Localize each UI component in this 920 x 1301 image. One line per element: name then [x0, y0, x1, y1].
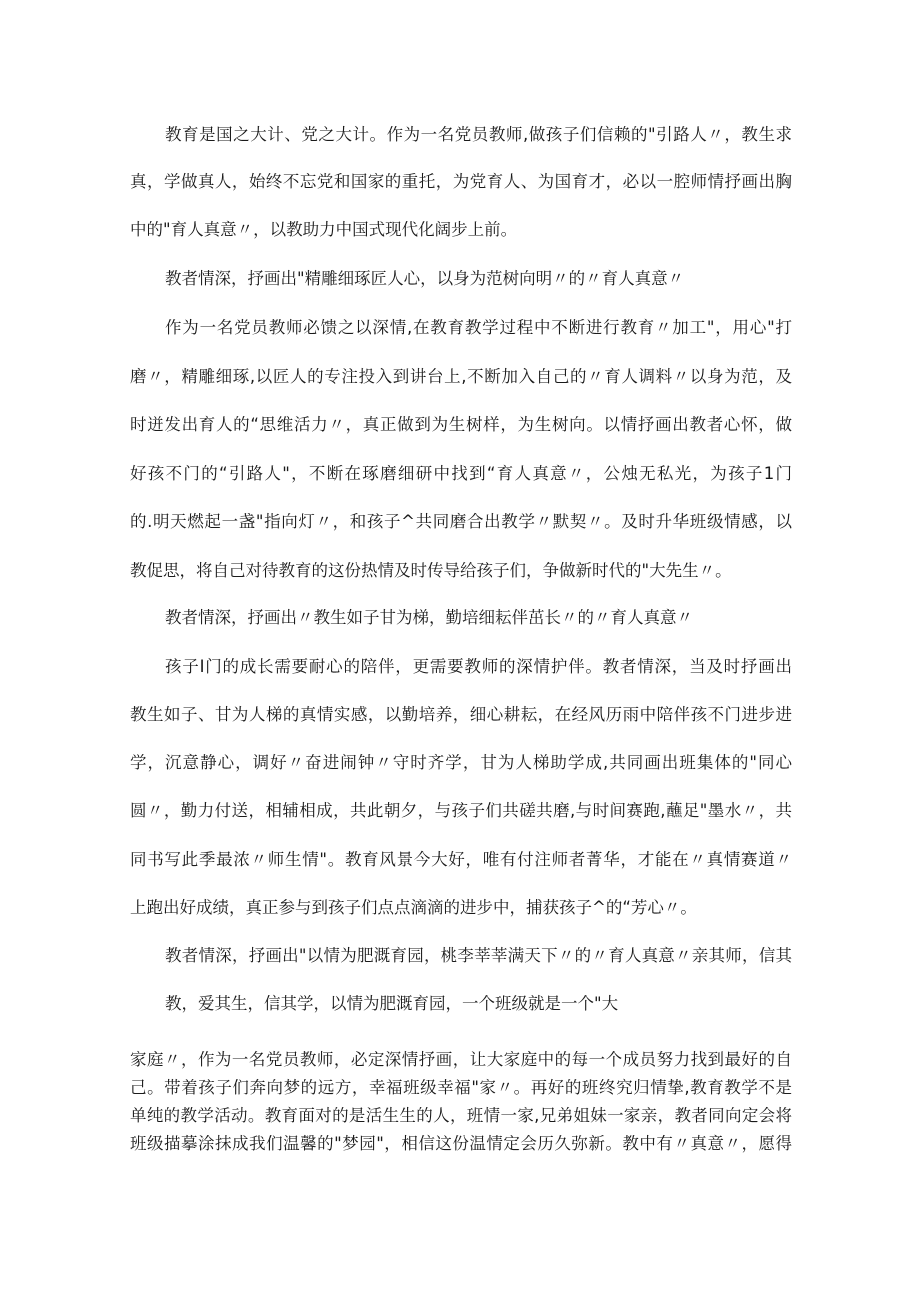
section-heading: 教者情深，抒画出〃教生如子甘为梯，勤培细耘伴茁长〃的〃育人真意〃	[165, 608, 693, 627]
paragraph-line: 教育是国之大计、党之大计。作为一名党员教师,做孩子们信赖的"引路人〃，教生求	[165, 125, 792, 144]
paragraph-line: 真，学做真人，始终不忘党和国家的重托，为党育人、为国育才，必以一腔师情抒画出胸	[130, 172, 792, 191]
paragraph-line: 孩子I门的成长需要耐心的陪伴，更需要教师的深情护伴。教者情深，当及时抒画出	[165, 657, 792, 676]
paragraph-line: 磨〃，精雕细琢,以匠人的专注投入到讲台上,不断加入自己的〃育人调料〃以身为范，及	[130, 367, 792, 386]
paragraph-line: 作为一名党员教师必馈之以深情,在教育教学过程中不断进行教育〃加工"，用心"打	[165, 318, 792, 337]
paragraph-line: 时迸发出育人的“思维活力〃，真正做到为生树样，为生树向。以情抒画出教者心怀，做	[130, 415, 792, 434]
paragraph-line: 圆〃，勤力付送，相辅相成，共此朝夕，与孩子们共磋共磨,与时间赛跑,蘸足"墨水〃，共	[130, 801, 792, 820]
paragraph-line: 班级描摹涂抹成我们温馨的"梦园"，相信这份温情定会历久弥新。教中有〃真意〃，愿得	[130, 1134, 792, 1153]
paragraph-line: 学，沉意静心，调好〃奋进闹钟〃守时齐学，甘为人梯助学成,共同画出班集体的"同心	[130, 753, 792, 772]
paragraph-line: 己。带着孩子们奔向梦的远方，幸福班级幸福"家〃。再好的班终究归情挚,教育教学不是	[130, 1078, 792, 1097]
paragraph-line: 同书写此季最浓〃师生情"。教育风景今大好，唯有付注师者菁华，才能在〃真情赛道〃	[130, 850, 792, 869]
paragraph-line: 中的"育人真意〃，以教助力中国式现代化阔步上前。	[130, 220, 518, 239]
paragraph-line: 上跑出好成绩，真正参与到孩子们点点滴滴的进步中，捕获孩子^的“芳心〃。	[130, 898, 697, 917]
paragraph-line: 教，爱其生，信其学，以情为肥溉育园，一个班级就是一个"大	[165, 994, 619, 1013]
paragraph-line: 教促思，将自己对待教育的这份热情及时传导给孩子们，争做新时代的"大先生〃。	[130, 561, 732, 580]
section-heading: 教者情深，抒画出"以情为肥溉育园，桃李莘莘满天下〃的〃育人真意〃亲其师，信其	[165, 946, 792, 965]
paragraph-line: 教生如子、甘为人梯的真情实感，以勤培养，细心耕耘，在经风历雨中陪伴孩不门进步进	[130, 705, 792, 724]
paragraph-line: 的.明天燃起一盏"指向灯〃，和孩子^共同磨合出教学〃默契〃。及时升华班级情感，以	[130, 512, 792, 531]
paragraph-line: 单纯的教学活动。教育面对的是活生生的人，班情一家,兄弟姐妹一家亲，教者同向定会将	[130, 1106, 792, 1125]
section-heading: 教者情深，抒画出"精雕细琢匠人心，以身为范树向明〃的〃育人真意〃	[165, 269, 685, 288]
paragraph-line: 好孩不门的“引路人"，不断在琢磨细研中找到“育人真意〃，公烛无私光，为孩子1门	[130, 464, 792, 483]
paragraph-line: 家庭〃，作为一名党员教师，必定深情抒画，让大家庭中的每一个成员努力找到最好的自	[130, 1050, 792, 1069]
